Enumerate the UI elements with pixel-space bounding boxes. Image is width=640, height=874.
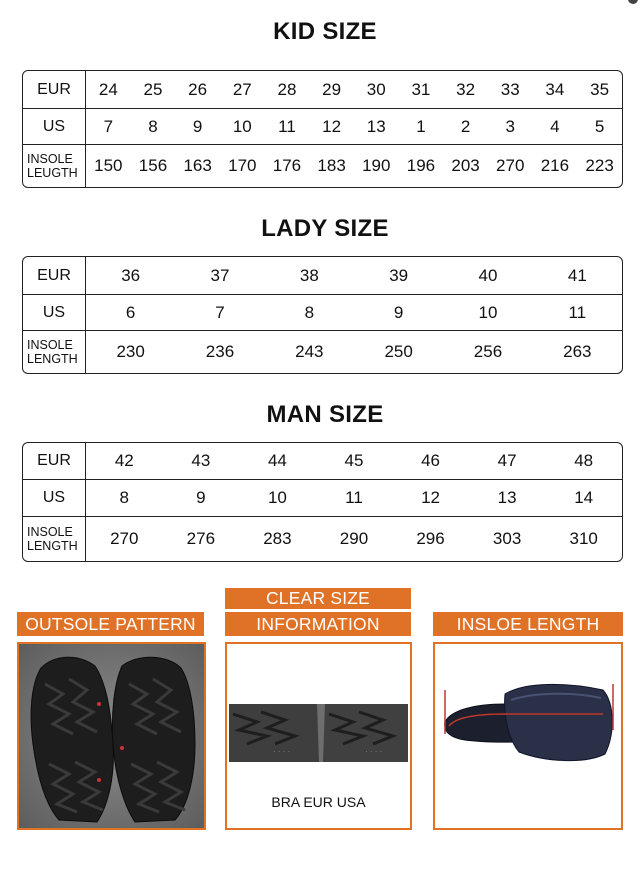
kid-cell: 8 bbox=[131, 109, 176, 145]
man-cell: 44 bbox=[239, 443, 316, 480]
lady-cell: 40 bbox=[443, 257, 532, 295]
kid-size-table bbox=[22, 70, 623, 188]
kid-cell: 4 bbox=[533, 109, 578, 145]
lady-cell: 256 bbox=[473, 342, 503, 361]
kid-cell: 13 bbox=[354, 109, 399, 145]
kid-cell: 203 bbox=[451, 156, 480, 175]
row-label-eur: EUR bbox=[23, 443, 86, 480]
lady-size-title: LADY SIZE bbox=[261, 215, 389, 242]
man-cell: 47 bbox=[469, 443, 546, 480]
man-cell: 43 bbox=[163, 443, 240, 480]
lady-cell: 9 bbox=[354, 295, 443, 331]
man-size-title: MAN SIZE bbox=[266, 401, 384, 428]
lady-cell: 243 bbox=[295, 342, 324, 361]
clear-size-banner: CLEAR SIZE bbox=[225, 588, 411, 609]
kid-cell: 26 bbox=[175, 71, 220, 109]
kid-cell: 24 bbox=[86, 71, 131, 109]
kid-cell: 7 bbox=[86, 109, 131, 145]
kid-cell: 35 bbox=[577, 71, 622, 109]
row-label-insole: INSOLE LENGTH bbox=[23, 517, 86, 561]
lady-cell: 6 bbox=[86, 295, 175, 331]
kid-cell: 33 bbox=[488, 71, 533, 109]
row-label-eur: EUR bbox=[23, 257, 86, 295]
kid-cell: 29 bbox=[309, 71, 354, 109]
lady-cell: 7 bbox=[175, 295, 264, 331]
corner-dot bbox=[628, 0, 638, 4]
kid-cell: 12 bbox=[309, 109, 354, 145]
row-label-us: US bbox=[23, 109, 86, 145]
kid-cell: 30 bbox=[354, 71, 399, 109]
man-cell: 270 bbox=[110, 529, 139, 548]
lady-cell: 37 bbox=[175, 257, 264, 295]
man-cell: 42 bbox=[86, 443, 163, 480]
kid-cell: 270 bbox=[496, 156, 525, 175]
man-size-table bbox=[22, 442, 623, 562]
kid-cell: 163 bbox=[183, 156, 212, 175]
man-cell: 303 bbox=[492, 529, 522, 548]
kid-cell: 5 bbox=[577, 109, 622, 145]
kid-cell: 28 bbox=[265, 71, 310, 109]
row-label-insole: INSOLE LENGTH bbox=[23, 331, 86, 373]
kid-cell: 3 bbox=[488, 109, 533, 145]
size-stamp-image bbox=[227, 644, 410, 764]
lady-cell: 39 bbox=[354, 257, 443, 295]
kid-cell: 2 bbox=[443, 109, 488, 145]
man-cell: 10 bbox=[239, 480, 316, 517]
kid-cell: 176 bbox=[272, 156, 302, 175]
svg-text:· · · ·: · · · · bbox=[365, 747, 383, 756]
outsole-pattern-banner: OUTSOLE PATTERN bbox=[17, 612, 204, 636]
kid-cell: 10 bbox=[220, 109, 265, 145]
lady-cell: 36 bbox=[86, 257, 175, 295]
outsole-sandals-image bbox=[19, 644, 204, 828]
lady-cell: 263 bbox=[563, 342, 592, 361]
row-label-us: US bbox=[23, 480, 86, 517]
insole-length-banner: INSLOE LENGTH bbox=[433, 612, 623, 636]
information-banner: INFORMATION bbox=[225, 612, 411, 636]
insole-length-photo bbox=[433, 642, 623, 830]
svg-text:· · · ·: · · · · bbox=[273, 747, 291, 756]
kid-cell: 156 bbox=[138, 156, 168, 175]
outsole-photo bbox=[17, 642, 206, 830]
lady-cell: 10 bbox=[443, 295, 532, 331]
man-cell: 290 bbox=[339, 529, 369, 548]
lady-cell: 11 bbox=[533, 295, 622, 331]
slide-sandal-image bbox=[435, 644, 621, 828]
lady-cell: 38 bbox=[265, 257, 354, 295]
kid-cell: 34 bbox=[533, 71, 578, 109]
kid-cell: 1 bbox=[399, 109, 444, 145]
lady-cell: 250 bbox=[384, 342, 413, 361]
clear-size-photo bbox=[225, 642, 412, 830]
man-cell: 11 bbox=[316, 480, 393, 517]
kid-cell: 31 bbox=[399, 71, 444, 109]
kid-cell: 190 bbox=[362, 156, 391, 175]
lady-cell: 8 bbox=[265, 295, 354, 331]
man-cell: 8 bbox=[86, 480, 163, 517]
man-cell: 13 bbox=[469, 480, 546, 517]
kid-cell: 170 bbox=[228, 156, 257, 175]
kid-cell: 9 bbox=[175, 109, 220, 145]
lady-cell: 41 bbox=[533, 257, 622, 295]
kid-cell: 150 bbox=[94, 156, 123, 175]
row-label-us: US bbox=[23, 295, 86, 331]
kid-cell: 32 bbox=[443, 71, 488, 109]
size-caption: BRA EUR USA bbox=[271, 794, 366, 810]
row-label-eur: EUR bbox=[23, 71, 86, 109]
man-cell: 310 bbox=[569, 529, 598, 548]
kid-cell: 27 bbox=[220, 71, 265, 109]
row-label-insole: INSOLE LEUGTH bbox=[23, 145, 86, 187]
man-cell: 48 bbox=[545, 443, 622, 480]
kid-size-title: KID SIZE bbox=[273, 18, 377, 45]
man-cell: 45 bbox=[316, 443, 393, 480]
kid-cell: 196 bbox=[406, 156, 436, 175]
man-cell: 14 bbox=[545, 480, 622, 517]
lady-cell: 230 bbox=[116, 342, 145, 361]
man-cell: 46 bbox=[392, 443, 469, 480]
kid-cell: 11 bbox=[265, 109, 310, 145]
man-cell: 296 bbox=[416, 529, 445, 548]
man-cell: 276 bbox=[186, 529, 216, 548]
man-cell: 283 bbox=[263, 529, 292, 548]
lady-cell: 236 bbox=[205, 342, 235, 361]
kid-cell: 223 bbox=[585, 156, 614, 175]
lady-size-table bbox=[22, 256, 623, 374]
kid-cell: 183 bbox=[317, 156, 346, 175]
man-cell: 9 bbox=[163, 480, 240, 517]
man-cell: 12 bbox=[392, 480, 469, 517]
kid-cell: 25 bbox=[131, 71, 176, 109]
kid-cell: 216 bbox=[540, 156, 570, 175]
